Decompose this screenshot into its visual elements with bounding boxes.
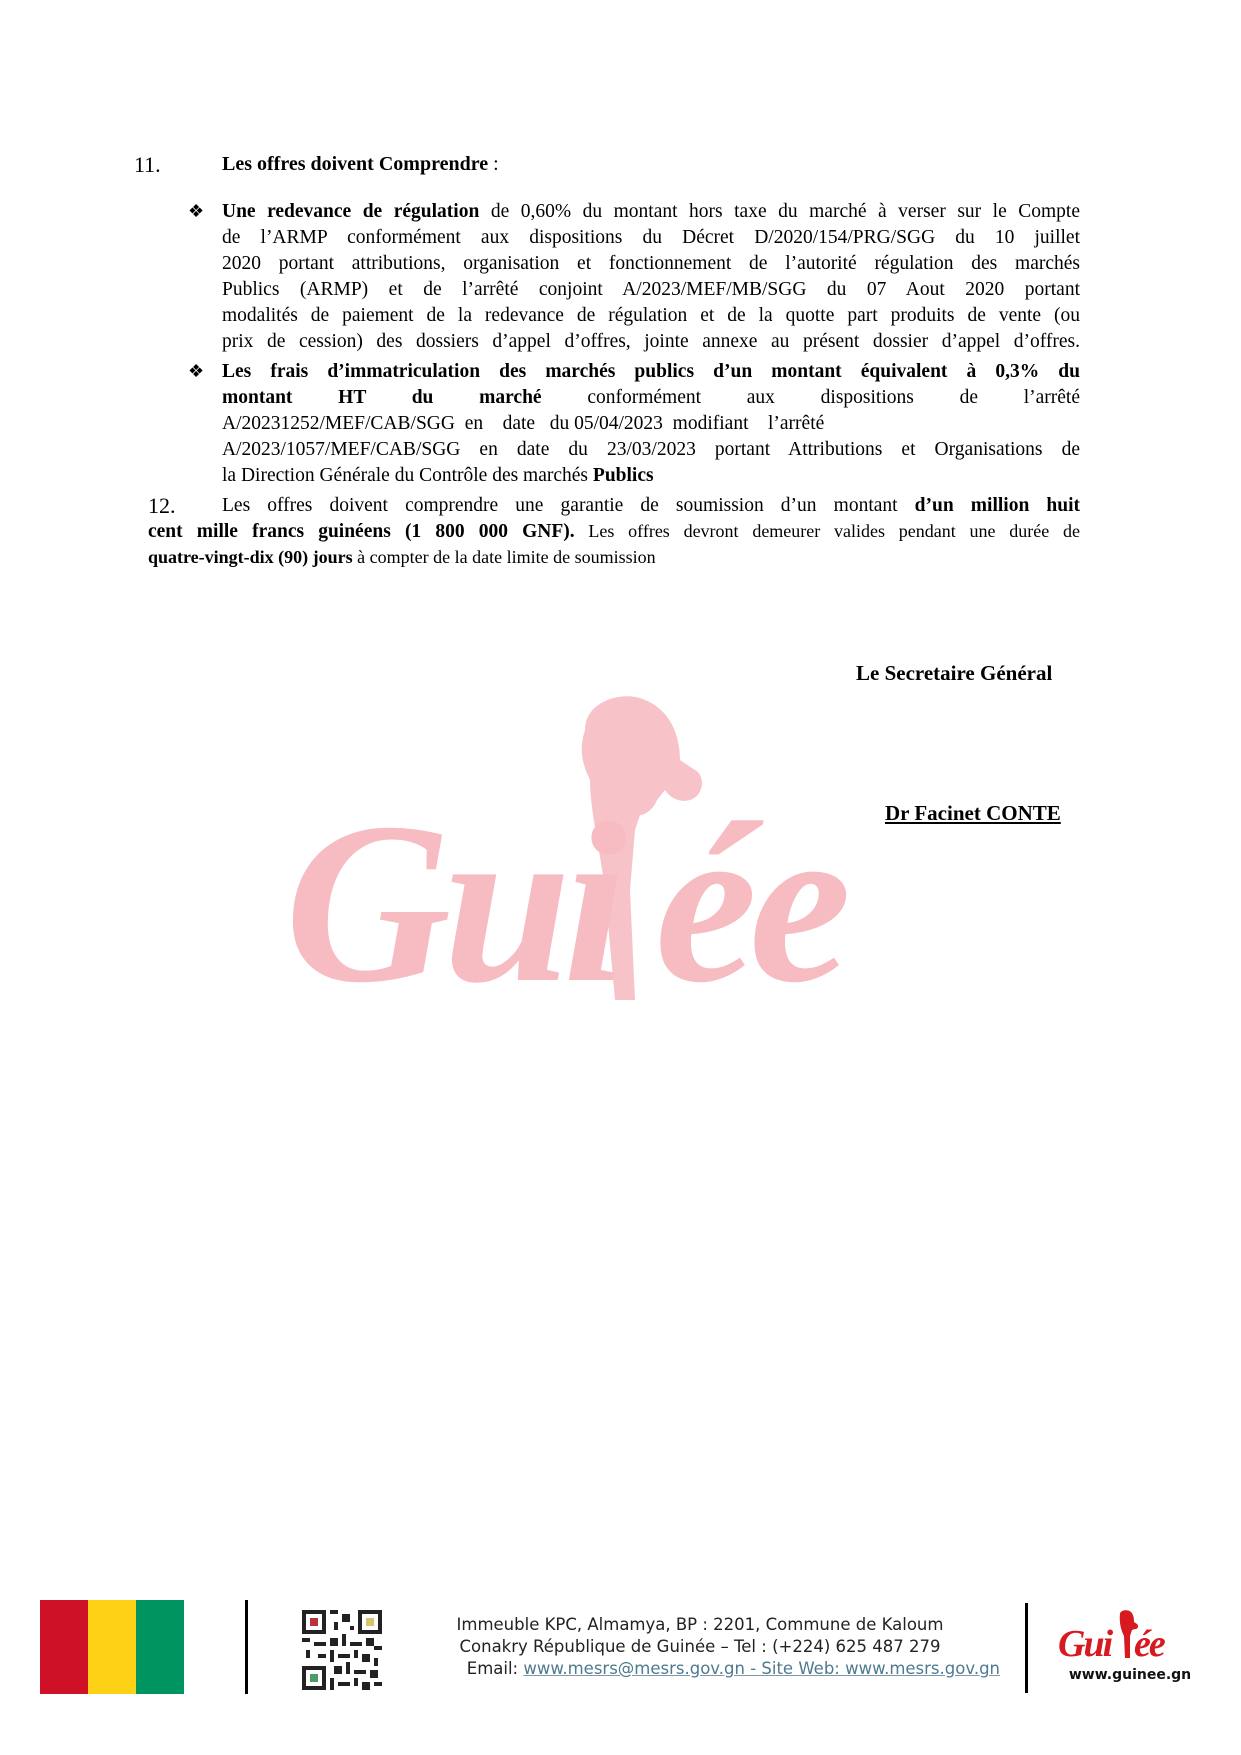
footer-divider bbox=[1025, 1603, 1028, 1693]
bullet2-line2-rest: conformément aux dispositions de l’arrêté bbox=[541, 387, 1080, 408]
guinea-flag bbox=[40, 1600, 184, 1694]
footer-email-link[interactable]: www.mesrs@mesrs.gov.gn - Site Web: www.mesrs.gov.gn bbox=[523, 1659, 1000, 1678]
signatory-title: Le Secretaire Général bbox=[856, 661, 1053, 685]
footer-contact bbox=[400, 1658, 1000, 1680]
bullet2-line1 bbox=[222, 359, 1080, 384]
section12-line1-text: Les offres doivent comprendre une garantie de soumission d’un montant bbox=[222, 495, 915, 516]
guinee-logo bbox=[1058, 1610, 1198, 1662]
signatory-name: Dr Facinet CONTE bbox=[885, 801, 1061, 825]
bullet1-line: de l’ARMP conformément aux dispositions du Décret D/2020/154/PRG/SGG du 10 juillet bbox=[222, 227, 1080, 248]
section12-line3-text: à compter de la date limite de soumission bbox=[352, 547, 656, 567]
bullet2-line5-bold: Publics bbox=[592, 465, 654, 486]
bullet1-line: 2020 portant attributions, organisation et fonctionnement de l’autorité régulation des marchés bbox=[222, 253, 1080, 274]
flag-yellow-stripe bbox=[88, 1600, 136, 1694]
section12-line3 bbox=[148, 545, 656, 570]
guinee-website[interactable]: www.guinee.gn bbox=[1068, 1667, 1192, 1683]
bullet2-line1-bold: Les frais d’immatriculation des marchés publics d’un montant équivalent à 0,3% du bbox=[222, 361, 1080, 382]
bullet2-line2-bold: montant HT du marché bbox=[222, 387, 542, 408]
bullet2-line3: A/20231252/MEF/CAB/SGG en date du 05/04/2023 modifiant l’arrêté bbox=[222, 413, 825, 434]
bullet1-lead: Une redevance de régulation bbox=[222, 201, 480, 222]
bullet1-line: Publics (ARMP) et de l’arrêté conjoint A/2023/MEF/MB/SGG du 07 Aout 2020 portant bbox=[222, 279, 1080, 300]
section-11-heading-suffix: : bbox=[488, 153, 499, 175]
guinee-watermark-icon bbox=[285, 690, 965, 1000]
svg-text:Gui: Gui bbox=[1058, 1623, 1112, 1662]
footer-email-label: Email: bbox=[466, 1659, 524, 1678]
guinee-watermark-logo bbox=[285, 690, 965, 1000]
section12-line1-bold: d’un million huit bbox=[914, 495, 1080, 516]
bullet2-line5-text: la Direction Générale du Contrôle des marchés bbox=[222, 465, 593, 486]
diamond-bullet-icon: ❖ bbox=[188, 361, 205, 381]
bullet2-line4: A/2023/1057/MEF/CAB/SGG en date du 23/03/2023 portant Attributions et Organisations de bbox=[222, 439, 1080, 460]
section12-line2-text: Les offres devront demeurer valides pendant une durée de bbox=[574, 521, 1081, 541]
bullet1-line1-rest: de 0,60% du montant hors taxe du marché à verser sur le Compte bbox=[479, 201, 1081, 222]
section12-line2 bbox=[148, 519, 1080, 544]
section12-line3-bold: quatre-vingt-dix (90) jours bbox=[148, 547, 353, 567]
bullet1-line: modalités de paiement de la redevance de régulation et de la quotte part produits de vente (ou bbox=[222, 305, 1080, 326]
footer-address-line2: Conakry République de Guinée – Tel : (+224) 625 487 279 bbox=[459, 1637, 941, 1656]
section12-line2-bold: cent mille francs guinéens (1 800 000 GNF). bbox=[148, 521, 575, 542]
section-11-heading bbox=[222, 152, 499, 177]
svg-text:Gui: Gui bbox=[285, 775, 619, 1000]
footer-divider bbox=[245, 1600, 248, 1694]
section12-line1 bbox=[222, 493, 1080, 518]
bullet1-line1 bbox=[222, 199, 1080, 224]
bullet2-line5 bbox=[222, 463, 654, 488]
bullet2-line2 bbox=[222, 385, 1080, 410]
footer-address-line1: Immeuble KPC, Almamya, BP : 2201, Commune de Kaloum bbox=[456, 1615, 944, 1634]
diamond-bullet-icon: ❖ bbox=[188, 201, 205, 221]
section-11-number: 11. bbox=[134, 152, 161, 177]
guinee-logo-icon bbox=[1058, 1610, 1198, 1662]
flag-green-stripe bbox=[136, 1600, 184, 1694]
section-11-heading-text: Les offres doivent Comprendre bbox=[222, 153, 489, 175]
section-12-number: 12. bbox=[148, 493, 176, 518]
svg-text:ée: ée bbox=[1134, 1623, 1164, 1662]
svg-text:ée: ée bbox=[655, 775, 844, 1000]
flag-red-stripe bbox=[40, 1600, 88, 1694]
qr-code-icon[interactable] bbox=[302, 1610, 382, 1690]
bullet1-line: prix de cession) des dossiers d’appel d’offres, jointe annexe au présent dossier d’appel d’offres. bbox=[222, 331, 1080, 352]
